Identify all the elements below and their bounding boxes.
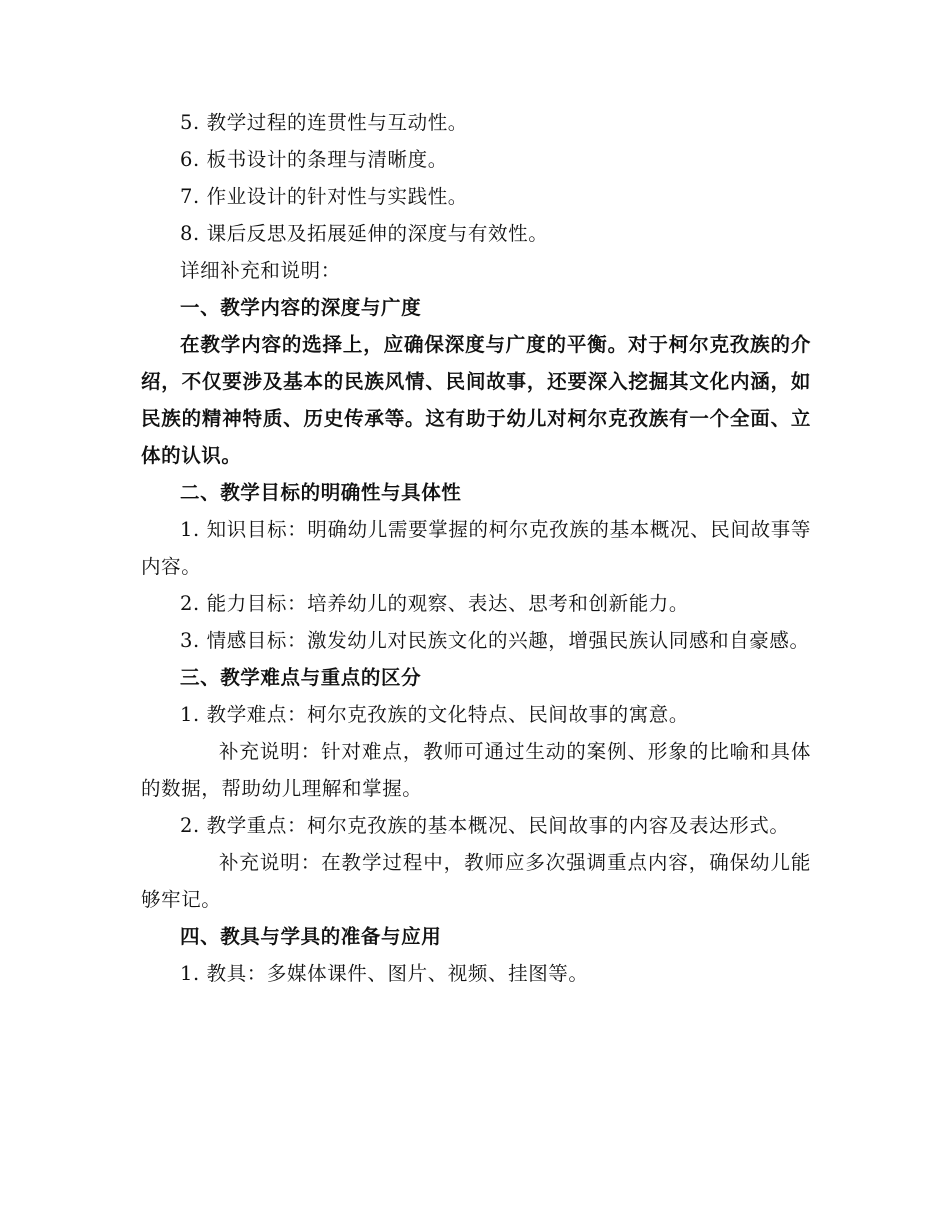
- teaching-focus: 2. 教学重点：柯尔克孜族的基本概况、民间故事的内容及表达形式。: [180, 814, 790, 837]
- list-item-8: 8. 课后反思及拓展延伸的深度与有效性。: [180, 222, 549, 245]
- list-item-6: 6. 板书设计的条理与清晰度。: [180, 148, 448, 171]
- list-item-7: 7. 作业设计的针对性与实践性。: [180, 185, 468, 208]
- section-1-body: 在教学内容的选择上，应确保深度与广度的平衡。对于柯尔克孜族的介绍，不仅要涉及基本的民族风情、民间故事，还要深入挖掘其文化内涵，如民族的精神特质、历史传承等。这有助于幼儿对柯尔克孜族有一个全面、立体的认识。: [141, 333, 811, 467]
- section-heading-2: 二、教学目标的明确性与具体性: [180, 481, 462, 504]
- teaching-difficulty: 1. 教学难点：柯尔克孜族的文化特点、民间故事的寓意。: [180, 703, 690, 726]
- list-item-5: 5. 教学过程的连贯性与互动性。: [180, 111, 468, 134]
- goal-ability: 2. 能力目标：培养幼儿的观察、表达、思考和创新能力。: [180, 592, 690, 615]
- goal-emotion: 3. 情感目标：激发幼儿对民族文化的兴趣，增强民族认同感和自豪感。: [180, 629, 810, 652]
- teaching-aids: 1. 教具：多媒体课件、图片、视频、挂图等。: [180, 962, 589, 985]
- section-heading-3: 三、教学难点与重点的区分: [180, 666, 422, 689]
- goal-knowledge: 1. 知识目标：明确幼儿需要掌握的柯尔克孜族的基本概况、民间故事等内容。: [141, 518, 811, 578]
- section-intro: 详细补充和说明：: [180, 259, 341, 282]
- section-heading-4: 四、教具与学具的准备与应用: [180, 925, 442, 948]
- focus-note: 补充说明：在教学过程中，教师应多次强调重点内容，确保幼儿能够牢记。: [141, 851, 811, 911]
- difficulty-note: 补充说明：针对难点，教师可通过生动的案例、形象的比喻和具体的数据，帮助幼儿理解和掌握。: [141, 740, 811, 800]
- section-heading-1: 一、教学内容的深度与广度: [180, 296, 422, 319]
- document-page: [141, 104, 811, 992]
